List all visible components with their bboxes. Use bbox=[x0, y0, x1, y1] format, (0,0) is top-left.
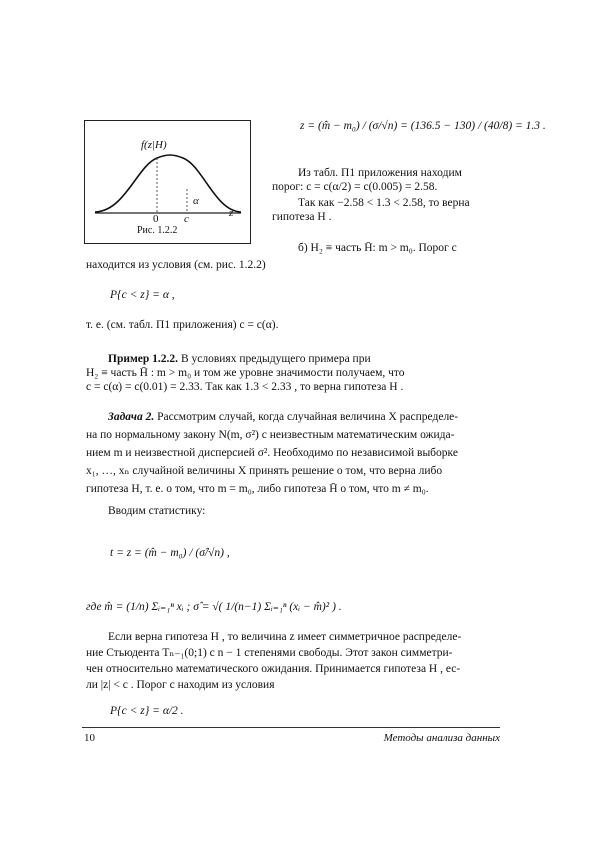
figure-caption: Рис. 1.2.2 bbox=[137, 225, 178, 236]
density-curve bbox=[95, 155, 241, 212]
text-line: б) H₂ ≡ часть H̄: m > m₀. Порог c bbox=[298, 242, 457, 254]
text-line: c = c(α) = c(0.01) = 2.33. Так как 1.3 < 2.33 , то верна гипотеза H . bbox=[86, 381, 404, 393]
text-line: порог: c = c(α/2) = c(0.005) = 2.58. bbox=[272, 181, 438, 193]
text-line: H₂ ≡ часть H̄ : m > m₀ и том же уровне значимости получаем, что bbox=[86, 367, 405, 379]
text-line: Если верна гипотеза H , то величина z имеет симметричное распределе- bbox=[108, 631, 462, 643]
equation: P{c < z} = α/2 . bbox=[110, 705, 184, 717]
text-line: на по нормальному закону N(m, σ²) с неизвестным математическим ожида- bbox=[86, 429, 455, 441]
text-line: т. е. (см. табл. П1 приложения) c = c(α). bbox=[86, 319, 279, 331]
text-line: гипотеза H . bbox=[272, 211, 332, 223]
text-line: нием m и неизвестной дисперсией σ². Необходимо по независимой выборке bbox=[86, 447, 458, 459]
tick-c: c bbox=[184, 213, 189, 225]
text-line: x₁, …, xₙ случайной величины X принять решение о том, что верна либо bbox=[86, 465, 443, 477]
task-title: Задача 2. bbox=[108, 411, 155, 423]
text-line: В условиях предыдущего примера при bbox=[180, 353, 371, 365]
x-axis-label: z bbox=[229, 207, 234, 219]
tick-zero: 0 bbox=[153, 213, 159, 225]
equation: t = z = (m̂ − m₀) / (σ̂/√n) , bbox=[110, 547, 230, 559]
text-line: ние Стьюдента Tₙ₋₁(0;1) с n − 1 степенями свободы. Этот закон симметри- bbox=[86, 647, 453, 659]
page-number: 10 bbox=[84, 732, 95, 744]
example-title: Пример 1.2.2. bbox=[108, 353, 179, 365]
text-line: Вводим статистику: bbox=[108, 505, 206, 517]
book-title: Методы анализа данных bbox=[383, 732, 500, 744]
text-line: ли |z| < c . Порог c находим из условия bbox=[86, 679, 275, 691]
text-line: находится из условия (см. рис. 1.2.2) bbox=[86, 259, 266, 271]
alpha-label: α bbox=[193, 195, 199, 207]
text-line: Рассмотрим случай, когда случайная величина X распределе- bbox=[157, 411, 459, 423]
task-line bbox=[108, 410, 520, 424]
formula-z: z = (m̂ − m₀) / (σ/√n) = (136.5 − 130) / (40/8) = 1.3 . bbox=[300, 120, 546, 132]
text-line: чен относительно математического ожидания. Принимается гипотеза H , ес- bbox=[86, 663, 461, 675]
footer-rule bbox=[82, 727, 500, 728]
figure-frame bbox=[84, 120, 251, 244]
text-line: Так как −2.58 < 1.3 < 2.58, то верна bbox=[298, 197, 470, 209]
equation: P{c < z} = α , bbox=[110, 289, 175, 301]
text-line: гипотеза H, т. е. о том, что m = m₀, либо гипотеза H̄ о том, что m ≠ m₀. bbox=[86, 483, 429, 495]
y-axis-label: f(z|H) bbox=[141, 139, 167, 151]
text-line: Из табл. П1 приложения находим bbox=[298, 167, 462, 179]
example-line bbox=[108, 352, 520, 366]
equation: где m̂ = (1/n) Σᵢ₌₁ⁿ xᵢ ; σ̂ = √( 1/(n−1) Σᵢ₌₁ⁿ (xᵢ − m̂)² ) . bbox=[86, 601, 342, 613]
